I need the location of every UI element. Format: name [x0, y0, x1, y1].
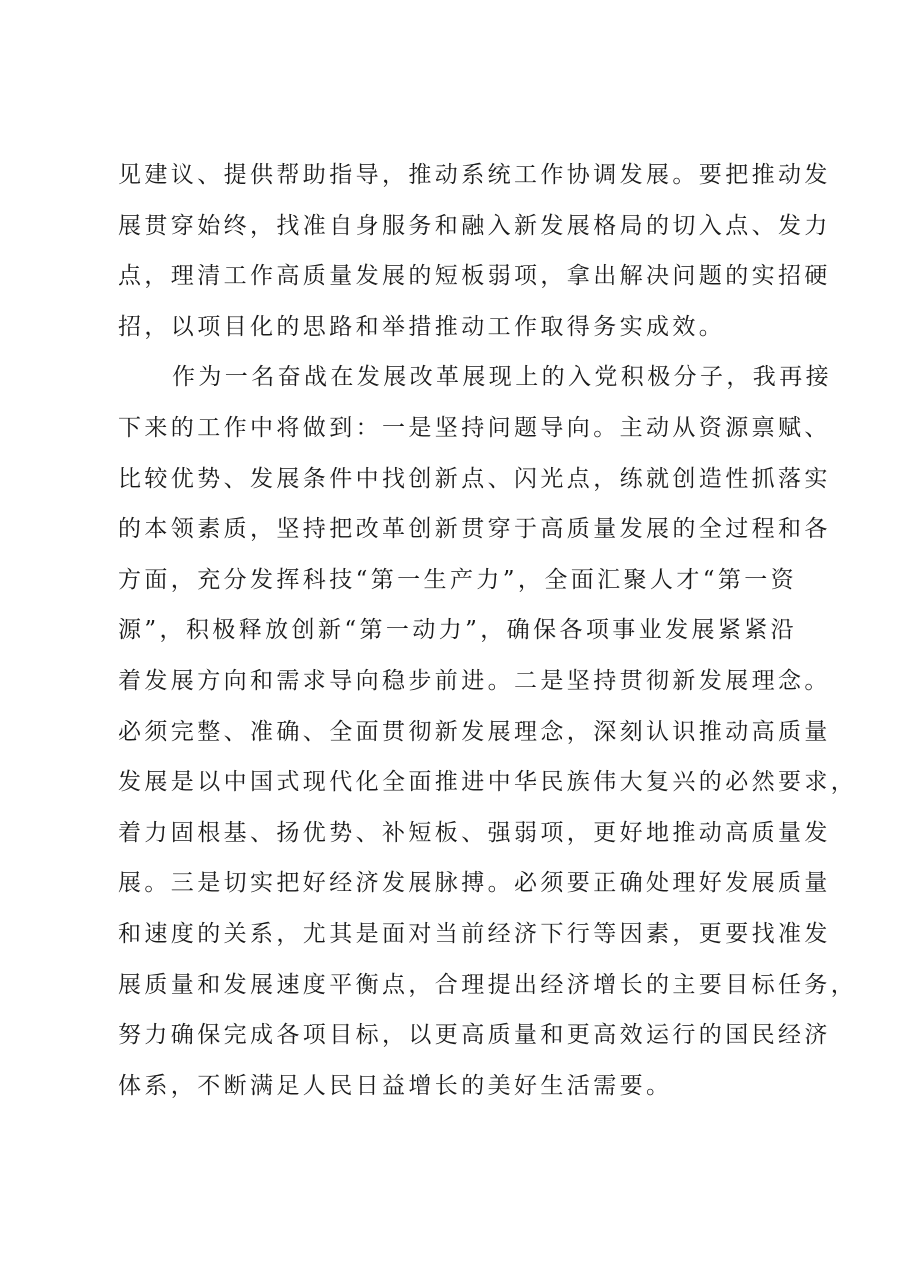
- text-line-12: 必须完整、准确、全面贯彻新发展理念，深刻认识推动高质量: [118, 718, 831, 745]
- text-line-2: 展贯穿始终，找准自身服务和融入新发展格局的切入点、发力: [118, 212, 831, 239]
- text-line-7: 比较优势、发展条件中找创新点、闪光点，练就创造性抓落实: [118, 465, 831, 492]
- text-line-19: 体系，不断满足人民日益增长的美好生活需要。: [118, 1072, 673, 1099]
- text-line-4: 招，以项目化的思路和举措推动工作取得务实成效。: [118, 313, 726, 340]
- text-line-18: 努力确保完成各项目标，以更高质量和更高效运行的国民经济: [118, 1022, 831, 1049]
- text-line-5: 作为一名奋战在发展改革展现上的入党积极分子，我再接: [172, 364, 832, 391]
- body-text: [118, 150, 858, 1111]
- text-line-14: 着力固根基、扬优势、补短板、强弱项，更好地推动高质量发: [118, 819, 831, 846]
- text-line-6: 下来的工作中将做到：一是坚持问题导向。主动从资源禀赋、: [118, 414, 831, 441]
- text-line-8: 的本领素质，坚持把改革创新贯穿于高质量发展的全过程和各: [118, 516, 831, 543]
- text-line-10: 源”，积极释放创新“第一动力”，确保各项事业发展紧紧沿: [118, 617, 798, 644]
- text-line-1: 见建议、提供帮助指导，推动系统工作协调发展。要把推动发: [118, 162, 831, 188]
- text-line-16: 和速度的关系，尤其是面对当前经济下行等因素，更要找准发: [118, 920, 831, 947]
- text-line-13: 发展是以中国式现代化全面推进中华民族伟大复兴的必然要求，: [118, 769, 858, 796]
- text-line-15: 展。三是切实把好经济发展脉搏。必须要正确处理好发展质量: [118, 870, 831, 897]
- text-line-11: 着发展方向和需求导向稳步前进。二是坚持贯彻新发展理念。: [118, 667, 831, 694]
- text-line-17: 展质量和发展速度平衡点，合理提出经济增长的主要目标任务，: [118, 971, 858, 998]
- text-line-9: 方面，充分发挥科技“第一生产力”，全面汇聚人才“第一资: [118, 566, 798, 593]
- text-line-3: 点，理清工作高质量发展的短板弱项，拿出解决问题的实招硬: [118, 263, 831, 290]
